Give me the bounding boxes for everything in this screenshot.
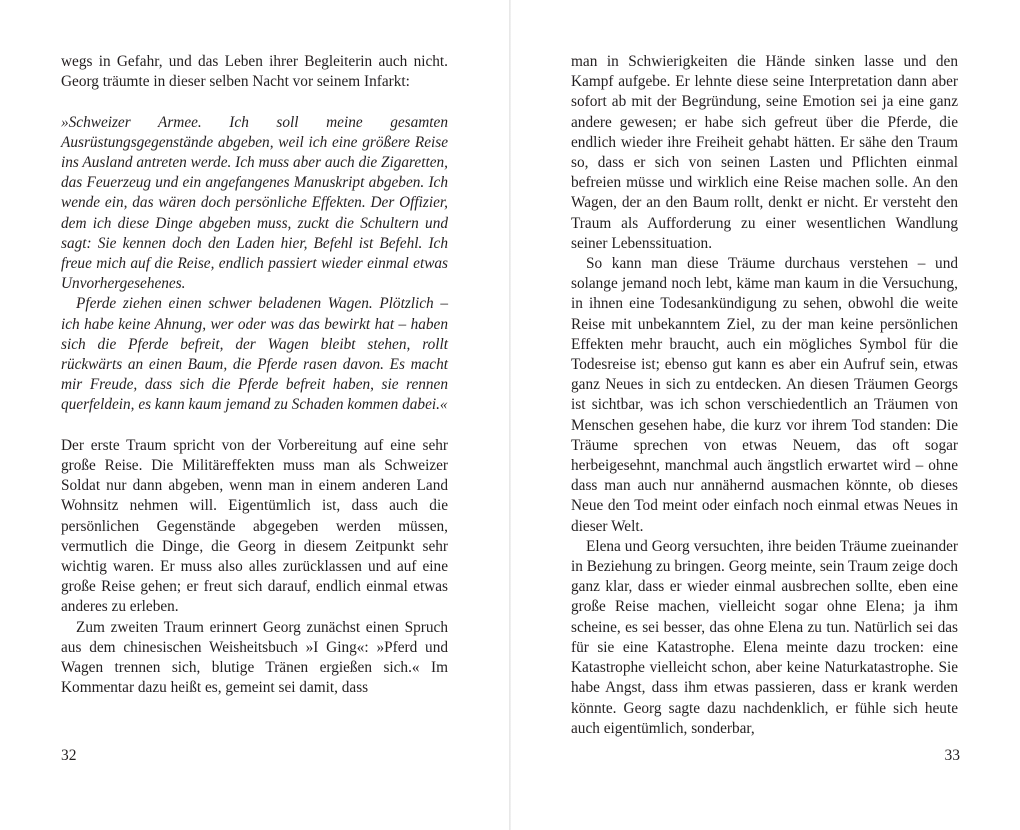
paragraph: man in Schwierigkeiten die Hände sinken lasse und den Kampf aufgebe. Er lehnte diese seine Interpretation dann aber sofort ab mit der Begründung, seine Emotion sei ja eine ganz andere gewesen; er habe sich gefreut über die Pferde, die endlich wieder ihre Freiheit gehabt hätten. Er sähe den Traum so, dass er sich von seinen Lasten und Pflichten einmal befreien müsse und wirklich eine Reise machen solle. An den Wagen, der an den Baum rollt, denkt er nicht. Er versteht den Traum als Aufforderung zu einer wesentlichen Wandlung seiner Lebenssituation.	[571, 53, 958, 252]
right-page	[510, 0, 1020, 830]
dream-quote-paragraph: »Schweizer Armee. Ich soll meine gesamten Ausrüstungsgegenstände abgeben, weil ich eine größere Reise ins Ausland antreten werde. Ich muss aber auch die Zigaretten, das Feuerzeug und ein angefangenes Manuskript abgeben. Ich wende ein, das wären doch persönliche Effekten. Der Offizier, dem ich diese Dinge abgeben muss, zuckt die Schultern und sagt: Sie kennen doch den Laden hier, Befehl ist Befehl. Ich freue mich auf die Reise, endlich passiert wieder einmal etwas Unvorhergesehenes.	[61, 113, 448, 293]
paragraph: Zum zweiten Traum erinnert Georg zunächst einen Spruch aus dem chinesischen Weisheitsbuch »I Ging«: »Pferd und Wagen trennen sich, blutige Tränen ergießen sich.« Im Kommentar dazu heißt es, gemeint sei damit, dass	[61, 618, 448, 697]
dream-quote-paragraph: Pferde ziehen einen schwer beladenen Wagen. Plötzlich – ich habe keine Ahnung, wer oder was das bewirkt hat – haben sich die Pferde befreit, der Wagen bleibt stehen, rollt rückwärts an einen Baum, die Pferde rasen davon. Es macht mir Freude, dass sich die Pferde befreit haben, sie rennen querfeldein, es kann kaum jemand zu Schaden kommen dabei.«	[61, 295, 448, 414]
page-number: 32	[61, 747, 77, 764]
left-text-column	[61, 52, 448, 698]
paragraph: Elena und Georg versuchten, ihre beiden Träume zueinander in Beziehung zu bringen. Georg meinte, sein Traum zeige doch ganz klar, dass er wieder einmal ausbrechen sollte, eben eine große Reise machen, vielleicht sogar ohne Elena; ja ihm scheine, es sei besser, das ohne Elena zu tun. Natürlich sei das für sie eine Katastrophe. Elena meinte dazu trocken: eine Katastrophe vielleicht schon, aber keine Naturkatastrophe. Sie habe Angst, dass ihm etwas passieren, dass er krank werden könnte. Georg sagte dazu nachdenklich, er fühle sich heute auch eigentümlich, sonderbar,	[571, 537, 958, 737]
right-text-column	[571, 52, 958, 739]
paragraph-gap	[61, 92, 448, 112]
paragraph-gap	[61, 416, 448, 436]
page-number: 33	[944, 747, 960, 764]
paragraph: So kann man diese Träume durchaus verstehen – und solange jemand noch lebt, käme man kaum in die Versuchung, in ihnen eine Todesankündigung zu sehen, obwohl die weite Reise mit unbekanntem Ziel, zu der man keine persönlichen Effekten mehr braucht, auch ein mögliches Symbol für die Todesreise ist; ebenso gut kann es aber ein Aufruf sein, etwas ganz Neues in sich zu entdecken. An diesen Träumen Georgs ist sichtbar, was ich schon verschiedentlich an Träumen von Menschen gesehen habe, die kurz vor ihrem Tod standen: Die Träume sprechen von etwas Neuem, das oft sogar herbeigesehnt, manchmal auch ängstlich erwartet wird – ohne dass man auch nur annähernd ausmachen könnte, ob dieses Neue den Tod meint oder einfach noch einmal etwas Neues in dieser Welt.	[571, 255, 958, 535]
paragraph: wegs in Gefahr, und das Leben ihrer Begleiterin auch nicht. Georg träumte in dieser selben Nacht vor seinem Infarkt:	[61, 53, 448, 91]
paragraph: Der erste Traum spricht von der Vorbereitung auf eine sehr große Reise. Die Militäreffekten muss man als Schweizer Soldat nur dann abgeben, wenn man in einem anderen Land Wohnsitz nehmen will. Eigentümlich ist, dass auch die persönlichen Gegenstände abgegeben werden müssen, vermutlich die Dinge, die Georg in diesem Zeitpunkt sehr wichtig waren. Er muss also alles zurücklassen und auf eine große Reise gehen; er freut sich darauf, endlich einmal etwas anderes zu erleben.	[61, 436, 448, 616]
